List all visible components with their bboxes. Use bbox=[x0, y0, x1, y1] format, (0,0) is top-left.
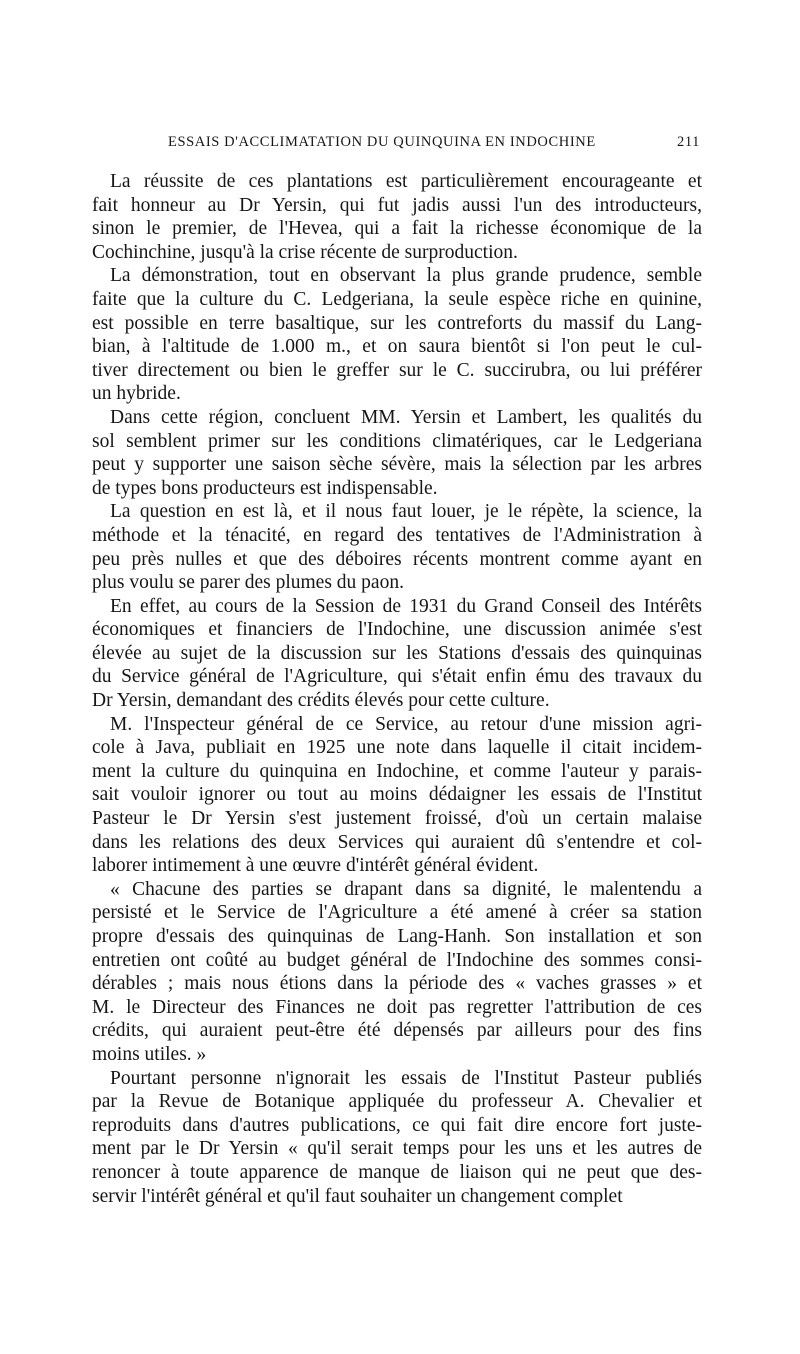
text-line: élevée au sujet de la discussion sur les Stations d'essais des quinquinas bbox=[92, 642, 702, 664]
paragraph bbox=[74, 500, 702, 594]
text-line: renoncer à toute apparence de manque de liaison qui ne peut que des- bbox=[92, 1161, 702, 1183]
text-line: entretien ont coûté au budget général de l'Indochine des sommes consi- bbox=[92, 949, 702, 971]
text-line: de types bons producteurs est indispensable. bbox=[92, 477, 438, 499]
text-line: La démonstration, tout en observant la plus grande prudence, semble bbox=[110, 265, 702, 287]
text-line: sol semblent primer sur les conditions climatériques, car le Ledgeriana bbox=[92, 430, 702, 452]
text-line: persisté et le Service de l'Agriculture a été amené à créer sa station bbox=[92, 902, 702, 924]
text-line: La question en est là, et il nous faut louer, je le répète, la science, la bbox=[110, 501, 702, 523]
text-line: sait vouloir ignorer ou tout au moins dédaigner les essais de l'Institut bbox=[92, 784, 702, 806]
paragraph bbox=[74, 264, 702, 406]
text-line: faite que la culture du C. Ledgeriana, la seule espèce riche en quinine, bbox=[92, 288, 702, 310]
text-line: crédits, qui auraient peut-être été dépensés par ailleurs pour des fins bbox=[92, 1020, 702, 1042]
text-line: dérables ; mais nous étions dans la période des « vaches grasses » et bbox=[92, 973, 702, 995]
text-line: peu près nulles et que des déboires récents montrent comme ayant en bbox=[92, 548, 702, 570]
paragraph bbox=[74, 170, 702, 264]
text-line: est possible en terre basaltique, sur les contreforts du massif du Lang- bbox=[92, 312, 702, 334]
text-line: La réussite de ces plantations est particulièrement encourageante et bbox=[110, 171, 702, 192]
paragraph bbox=[74, 595, 702, 713]
running-title: ESSAIS D'ACCLIMATATION DU QUINQUINA EN INDOCHINE bbox=[168, 134, 596, 150]
text-line: « Chacune des parties se drapant dans sa dignité, le malentendu a bbox=[110, 878, 702, 900]
paragraph bbox=[74, 713, 702, 878]
text-line: Dr Yersin, demandant des crédits élevés pour cette culture. bbox=[92, 690, 550, 712]
text-line: un hybride. bbox=[92, 383, 181, 405]
text-line: sinon le premier, de l'Hevea, qui a fait la richesse économique de la bbox=[92, 218, 702, 240]
text-line: Cochinchine, jusqu'à la crise récente de surproduction. bbox=[92, 241, 518, 263]
text-line: M. le Directeur des Finances ne doit pas regretter l'attribution de ces bbox=[92, 996, 702, 1018]
text-line: fait honneur au Dr Yersin, qui fut jadis aussi l'un des introducteurs, bbox=[92, 194, 702, 216]
text-line: ment la culture du quinquina en Indochine, et comme l'auteur y parais- bbox=[92, 760, 702, 782]
text-line: cole à Java, publiait en 1925 une note dans laquelle il citait incidem- bbox=[92, 737, 702, 759]
text-line: M. l'Inspecteur général de ce Service, au retour d'une mission agri- bbox=[110, 713, 702, 735]
text-line: économiques et financiers de l'Indochine, une discussion animée s'est bbox=[92, 619, 702, 641]
text-line: Dans cette région, concluent MM. Yersin et Lambert, les qualités du bbox=[110, 406, 702, 428]
text-line: Pourtant personne n'ignorait les essais de l'Institut Pasteur publiés bbox=[110, 1067, 702, 1089]
text-line: reproduits dans d'autres publications, ce qui fait dire encore fort juste- bbox=[92, 1114, 702, 1136]
text-line: moins utiles. » bbox=[92, 1043, 207, 1065]
paragraph bbox=[74, 406, 702, 500]
text-line: dans les relations des deux Services qui auraient dû s'entendre et col- bbox=[92, 831, 702, 853]
paragraph bbox=[74, 1067, 702, 1209]
text-line: laborer intimement à une œuvre d'intérêt général évident. bbox=[92, 855, 539, 877]
text-line: En effet, au cours de la Session de 1931 du Grand Conseil des Intérêts bbox=[110, 595, 702, 617]
body-text bbox=[74, 170, 702, 1208]
text-line: par la Revue de Botanique appliquée du professeur A. Chevalier et bbox=[92, 1091, 702, 1113]
text-line: méthode et la ténacité, en regard des tentatives de l'Administration à bbox=[92, 524, 702, 546]
text-line: du Service général de l'Agriculture, qui s'était enfin ému des travaux du bbox=[92, 666, 702, 688]
text-line: peut y supporter une saison sèche sévère, mais la sélection par les arbres bbox=[92, 454, 702, 476]
text-line: plus voulu se parer des plumes du paon. bbox=[92, 572, 404, 594]
page-number: 211 bbox=[676, 134, 700, 150]
running-header bbox=[168, 131, 700, 153]
paragraph bbox=[74, 878, 702, 1067]
text-line: propre d'essais des quinquinas de Lang-Hanh. Son installation et son bbox=[92, 926, 702, 947]
text-line: bian, à l'altitude de 1.000 m., et on saura bientôt si l'on peut le cul- bbox=[92, 336, 702, 358]
text-line: servir l'intérêt général et qu'il faut souhaiter un changement complet bbox=[92, 1185, 623, 1207]
text-line: tiver directement ou bien le greffer sur le C. succirubra, ou lui préférer bbox=[92, 359, 702, 381]
text-line: Pasteur le Dr Yersin s'est justement froissé, d'où un certain malaise bbox=[92, 808, 702, 830]
text-line: ment par le Dr Yersin « qu'il serait temps pour les uns et les autres de bbox=[92, 1138, 702, 1160]
